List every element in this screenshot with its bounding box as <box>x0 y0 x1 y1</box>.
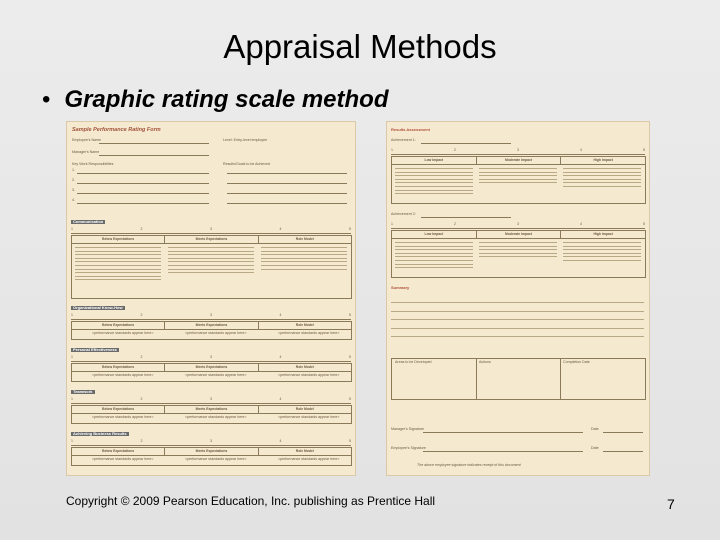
section-communication: Communication <box>73 219 104 224</box>
rating-scale-line <box>391 228 645 229</box>
resp-1: 1. <box>72 168 75 172</box>
section-achieving-business-results: Achieving Business Results <box>73 431 127 436</box>
section-summary: Summary <box>391 285 410 290</box>
summary-lines <box>391 302 644 345</box>
resp-line-2 <box>77 183 209 184</box>
form-footer-note: The above employee signature indicates receipt of this document <box>417 463 521 467</box>
development-table: Areas to be Developed Actions Completion Date <box>391 358 646 400</box>
scale-numbers: 1 2 3 4 5 <box>71 313 351 317</box>
goal-line-2 <box>227 183 347 184</box>
date-label-2: Date <box>591 446 599 450</box>
goal-line-4 <box>227 203 347 204</box>
section-teamwork: Teamwork <box>73 389 93 394</box>
scale-numbers: 1 2 3 4 5 <box>71 227 351 231</box>
page-number: 7 <box>667 496 675 512</box>
rating-scale-line <box>391 154 645 155</box>
section-organizational-know-how: Organizational Know-How <box>73 305 123 310</box>
employee-name-label: Employee's Name <box>72 138 102 142</box>
goal-line-1 <box>227 173 347 174</box>
impact-table-2: Low Impact Moderate Impact High Impact <box>391 230 646 278</box>
scale-numbers: 1 2 3 4 5 <box>71 355 351 359</box>
bullet-text: Graphic rating scale method <box>64 86 389 113</box>
resp-2: 2. <box>72 178 75 182</box>
bullet-point <box>42 86 389 114</box>
slide-title: Appraisal Methods <box>223 28 497 65</box>
key-responsibilities-label: Key Work Responsibilities <box>72 162 114 166</box>
performance-rating-form-right <box>386 121 650 476</box>
rating-scale-line <box>71 403 351 404</box>
scale-numbers: 1 2 3 4 5 <box>391 222 645 226</box>
rating-scale-line <box>71 233 351 234</box>
rating-scale-line <box>71 445 351 446</box>
section-personal-effectiveness: Personal Effectiveness <box>73 347 117 352</box>
business-results-table: Below Expectations Meets Expectations Role Model <performance standards appear here> <performance standards appear here> <performance standards appear here> <box>71 447 352 466</box>
impact-table-1: Low Impact Moderate Impact High Impact <box>391 156 646 204</box>
manager-name-line <box>99 155 209 156</box>
manager-name-label: Manager's Name <box>72 150 100 154</box>
scale-numbers: 1 2 3 4 5 <box>71 439 351 443</box>
know-how-standards-table: Below Expectations Meets Expectations Role Model <performance standards appear here> <performance standards appear here> <performance standards appear here> <box>71 321 352 340</box>
rating-scale-line <box>71 361 351 362</box>
scale-numbers: 1 2 3 4 5 <box>391 148 645 152</box>
achievement-2-label: Achievement 2: <box>391 212 416 216</box>
resp-line-1 <box>77 173 209 174</box>
level-label: Level: Entry-level employee <box>223 138 268 142</box>
teamwork-table: Below Expectations Meets Expectations Role Model <performance standards appear here> <performance standards appear here> <performance standards appear here> <box>71 405 352 424</box>
performance-rating-form-left <box>66 121 356 476</box>
resp-4: 4. <box>72 198 75 202</box>
employee-signature-label: Employee's Signature <box>391 446 426 450</box>
standards-header: Below Expectations Meets Expectations Role Model <box>72 236 351 244</box>
bullet-dot: • <box>42 86 51 113</box>
achievement-1-label: Achievement 1: <box>391 138 416 142</box>
resp-3: 3. <box>72 188 75 192</box>
date-label-1: Date <box>591 427 599 431</box>
communication-standards-table <box>71 235 352 299</box>
form-title: Sample Performance Rating Form <box>72 127 161 133</box>
rating-scale-line <box>71 319 351 320</box>
employee-name-line <box>99 143 209 144</box>
scale-numbers: 1 2 3 4 5 <box>71 397 351 401</box>
manager-signature-label: Manager's Signature <box>391 427 425 431</box>
resp-line-4 <box>77 203 209 204</box>
resp-line-3 <box>77 193 209 194</box>
goal-line-3 <box>227 193 347 194</box>
results-goals-label: Results/Goals to be Achieved <box>223 162 270 166</box>
personal-effectiveness-table: Below Expectations Meets Expectations Role Model <performance standards appear here> <performance standards appear here> <performance standards appear here> <box>71 363 352 382</box>
copyright-text: Copyright © 2009 Pearson Education, Inc. publishing as Prentice Hall <box>66 494 436 508</box>
section-results-assessment: Results Assessment <box>391 127 430 132</box>
